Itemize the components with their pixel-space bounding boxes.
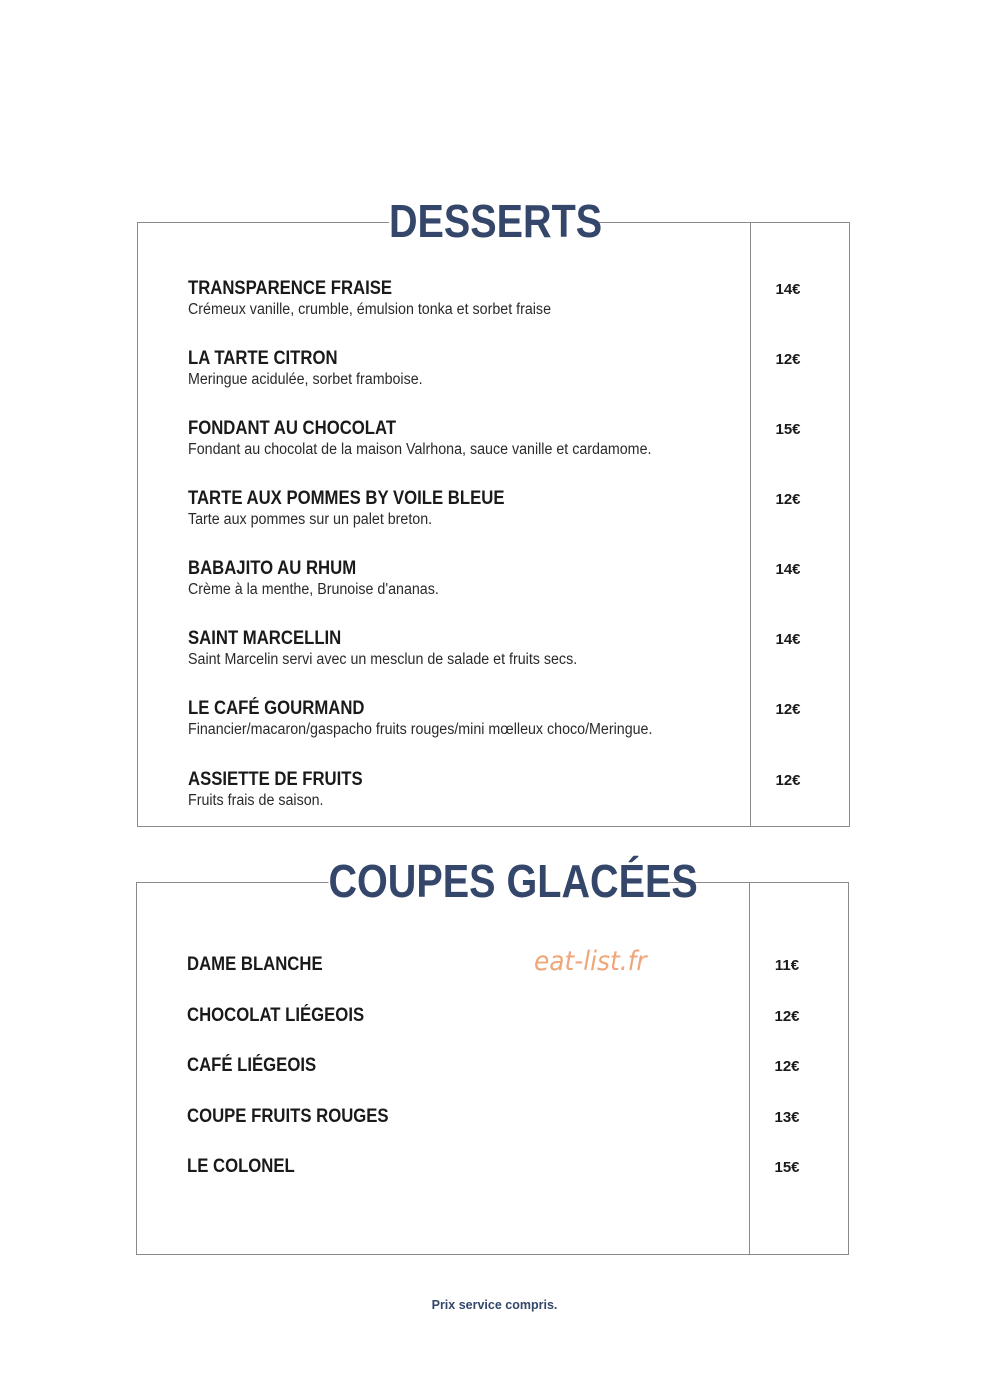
glaces-price-divider: [749, 883, 750, 1254]
dessert-name: FONDANT AU CHOCOLAT: [188, 418, 397, 439]
dessert-description: Saint Marcelin servi avec un mesclun de salade et fruits secs.: [188, 651, 578, 668]
dessert-description: Tarte aux pommes sur un palet breton.: [188, 511, 433, 528]
dessert-item: [188, 628, 748, 670]
dessert-name: LE CAFÉ GOURMAND: [188, 698, 365, 719]
dessert-price: 12€: [775, 701, 801, 718]
glace-name: CAFÉ LIÉGEOIS: [187, 1055, 317, 1076]
footer-note: Prix service compris.: [431, 1298, 558, 1312]
dessert-name: BABAJITO AU RHUM: [188, 558, 357, 579]
dessert-price: 15€: [775, 421, 801, 438]
dessert-name: LA TARTE CITRON: [188, 348, 338, 369]
dessert-description: Crémeux vanille, crumble, émulsion tonka et sorbet fraise: [188, 301, 551, 318]
dessert-item: [188, 278, 748, 320]
dessert-price: 14€: [775, 281, 801, 298]
desserts-title: DESSERTS: [388, 195, 603, 247]
dessert-item: [188, 348, 748, 390]
dessert-item: [188, 558, 748, 600]
dessert-description: Financier/macaron/gaspacho fruits rouges/mini mœlleux choco/Meringue.: [188, 721, 653, 738]
glace-name: DAME BLANCHE: [187, 954, 323, 975]
dessert-price: 12€: [775, 491, 801, 508]
dessert-item: [188, 769, 748, 811]
glace-price: 15€: [774, 1159, 800, 1176]
glace-name: CHOCOLAT LIÉGEOIS: [187, 1005, 365, 1026]
dessert-price: 14€: [775, 561, 801, 578]
dessert-description: Fruits frais de saison.: [188, 792, 324, 809]
dessert-item: [188, 488, 748, 530]
glace-price: 13€: [774, 1109, 800, 1126]
dessert-description: Fondant au chocolat de la maison Valrhona, sauce vanille et cardamome.: [188, 441, 652, 458]
glace-price: 12€: [774, 1058, 800, 1075]
dessert-name: TRANSPARENCE FRAISE: [188, 278, 393, 299]
glace-name: COUPE FRUITS ROUGES: [187, 1106, 389, 1127]
glace-name: LE COLONEL: [187, 1156, 295, 1177]
dessert-description: Crème à la menthe, Brunoise d'ananas.: [188, 581, 439, 598]
desserts-price-divider: [750, 223, 751, 826]
dessert-name: SAINT MARCELLIN: [188, 628, 342, 649]
glace-price: 11€: [774, 957, 800, 974]
dessert-price: 14€: [775, 631, 801, 648]
watermark: eat-list.fr: [534, 946, 647, 977]
glace-price: 12€: [774, 1008, 800, 1025]
coupes-glacees-title: COUPES GLACÉES: [328, 855, 698, 907]
dessert-item: [188, 698, 748, 740]
dessert-item: [188, 418, 748, 460]
dessert-name: TARTE AUX POMMES BY VOILE BLEUE: [188, 488, 505, 509]
dessert-price: 12€: [775, 351, 801, 368]
dessert-name: ASSIETTE DE FRUITS: [188, 769, 363, 790]
dessert-description: Meringue acidulée, sorbet framboise.: [188, 371, 423, 388]
dessert-price: 12€: [775, 772, 801, 789]
